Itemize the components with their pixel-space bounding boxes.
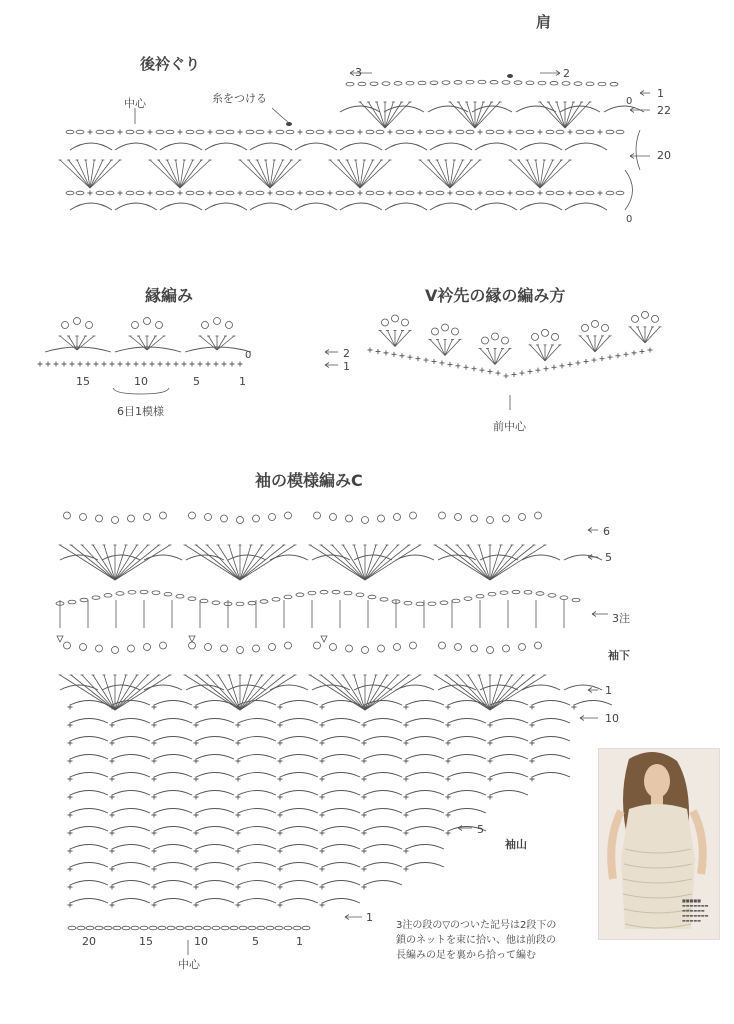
row0-bottom-marker: 0 [626, 214, 633, 225]
sleeve-count15: 15 [139, 935, 153, 948]
note-line-1: 3注の段の▽のついた記号は2段下の [396, 920, 557, 931]
row2-marker: 2 [563, 67, 570, 80]
sleeve-row5: 5 [605, 551, 612, 564]
sleeve-row1-lower: 1 [366, 911, 373, 924]
row22-marker: 22 [657, 104, 671, 117]
sleeve-count20: 20 [82, 935, 96, 948]
shoulder-label: 肩 [536, 13, 552, 31]
v-neck-edging-title: V衿先の縁の編み方 [425, 286, 566, 305]
sleeve-count10: 10 [194, 935, 208, 948]
sleeve-note [396, 918, 576, 963]
edging-row1: 1 [343, 360, 350, 373]
attach-yarn-label: 糸をつける [212, 92, 267, 105]
edging-row2: 2 [343, 347, 350, 360]
sleeve-count1: 1 [296, 935, 303, 948]
sleeve-row1-upper: 1 [605, 684, 612, 697]
sleeve-row5-lower: 5 [477, 823, 484, 836]
edging-repeat-label: 6目1模様 [117, 405, 164, 418]
edging-count5: 5 [193, 375, 200, 388]
sleeve-bottom-label: 袖下 [608, 649, 630, 662]
edging-title: 縁編み [145, 286, 194, 305]
sleeve-count5: 5 [252, 935, 259, 948]
edging-count10: 10 [134, 375, 148, 388]
sleeve-row10: 10 [605, 712, 619, 725]
center-label: 中心 [124, 97, 146, 110]
sleeve-center-label: 中心 [178, 958, 200, 971]
sleeve-row6: 6 [603, 525, 610, 538]
row20-marker: 20 [657, 149, 671, 162]
note-line-3: 長編みの足を裏から拾って編む [396, 950, 536, 961]
front-center-label: 前中心 [493, 420, 526, 433]
sleeve-cap-label: 袖山 [505, 838, 527, 851]
back-neckline-title: 後衿ぐり [140, 55, 201, 73]
edging-row0: 0 [245, 350, 252, 361]
row0-top-marker: 0 [626, 96, 633, 107]
row3-marker: 3 [355, 66, 362, 79]
edging-count1: 1 [239, 375, 246, 388]
edging-count15: 15 [76, 375, 90, 388]
sleeve-pattern-title: 袖の模様編みC [255, 471, 363, 490]
note-line-2: 鎖のネットを束に拾い、他は前段の [396, 935, 556, 946]
magazine-inset: ■■■■■ ▬▬▬▬▬▬▬ ▬▬▬▬▬▬ ▬▬▬▬▬▬▬ ▬▬▬▬▬ [682, 898, 709, 923]
sleeve-row3-note: 3注 [612, 612, 630, 625]
row1-marker: 1 [657, 87, 664, 100]
